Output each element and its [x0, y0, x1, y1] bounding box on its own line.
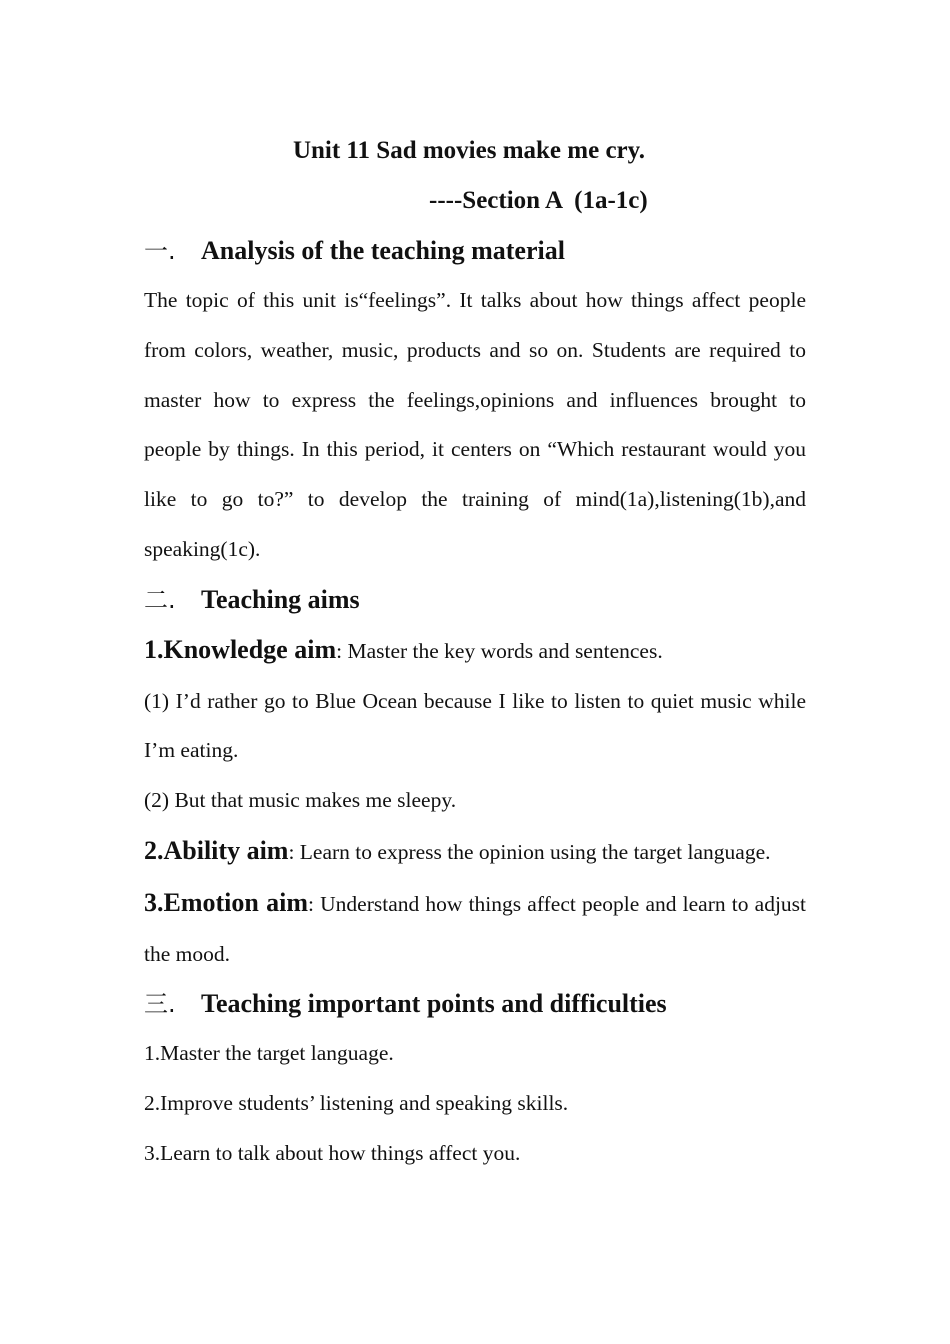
document-page [144, 126, 806, 1179]
list-item: 3.Learn to talk about how things affect you. [144, 1140, 521, 1165]
section-number: 三. [144, 990, 176, 1019]
aim-text: : Master the key words and sentences. [336, 638, 663, 663]
key-sentence: (1) I’d rather go to Blue Ocean because I like to listen to quiet music while I’m eating. [144, 688, 806, 763]
section-heading-text: Teaching aims [201, 584, 360, 614]
section-heading-aims [144, 575, 806, 625]
analysis-paragraph: The topic of this unit is“feelings”. It talks about how things affect people from colors, weather, music, products and so on. Students are required to master how to express the feelings,opinions and influences brought to people by things. In this period, it centers on “Which restaurant would you like to go to?” to develop the training of mind(1a),listening(1b),and speaking(1c). [144, 288, 806, 561]
aim-text: : Learn to express the opinion using the target language. [288, 839, 771, 864]
section-heading-text: Teaching important points and difficulties [201, 989, 667, 1019]
aim-label: 1.Knowledge aim [144, 634, 337, 664]
aim-label: 3.Emotion aim [144, 887, 309, 917]
key-sentence: (2) But that music makes me sleepy. [144, 788, 457, 813]
ability-aim [144, 826, 806, 878]
section-heading-analysis [144, 226, 806, 276]
aim-text: : Understand how things affect people and learn to adjust the mood. [144, 891, 807, 966]
aim-label: 2.Ability aim [144, 835, 289, 865]
list-item: 1.Master the target language. [144, 1041, 394, 1066]
list-item: 2.Improve students’ listening and speaking skills. [144, 1091, 569, 1116]
emotion-aim [144, 878, 806, 980]
section-heading-text: Analysis of the teaching material [201, 236, 565, 265]
document-subtitle: ----Section A (1a-1c) [429, 187, 648, 214]
section-heading-points [144, 979, 806, 1029]
document-title: Unit 11 Sad movies make me cry. [292, 137, 646, 164]
knowledge-aim [144, 625, 806, 677]
section-number: 一. [144, 237, 176, 265]
section-number: 二. [144, 585, 176, 614]
